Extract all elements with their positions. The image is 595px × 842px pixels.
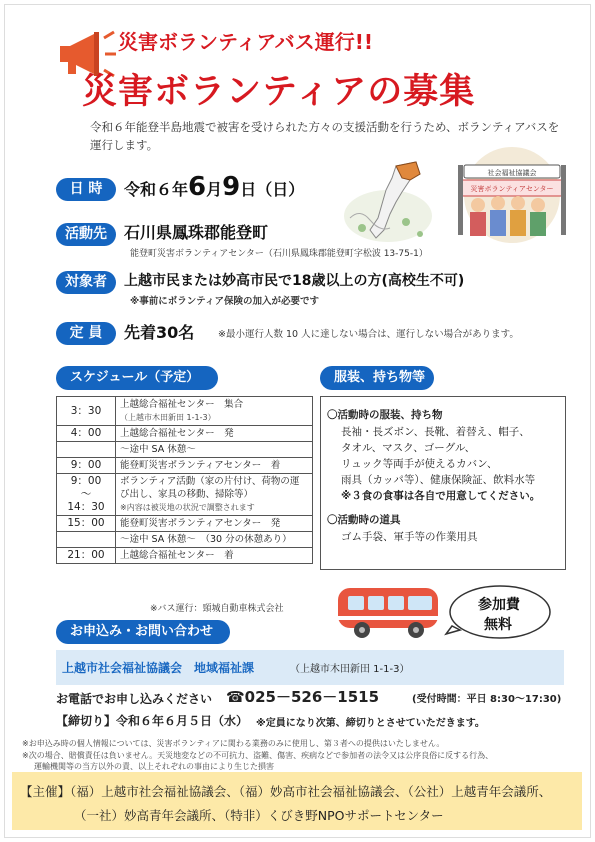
contact-header: お申込み・お問い合わせ <box>56 620 230 644</box>
schedule-time: 9：00 <box>57 458 116 474</box>
schedule-activity-note: ※内容は被災地の状況で調整されます <box>120 503 255 512</box>
schedule-activity: ボランティア活動（家の片付け、荷物の運び出し、家具の移動、掃除等） <box>120 476 300 500</box>
items-box <box>320 396 566 570</box>
schedule-header: スケジュール（予定） <box>56 366 218 390</box>
target-note: ※事前にボランティア保険の加入が必要です <box>130 296 319 307</box>
date-value <box>124 172 304 202</box>
schedule-row <box>57 532 313 548</box>
schedule-time: 21：00 <box>57 548 116 564</box>
date-month-unit: 月 <box>206 180 223 199</box>
schedule-row <box>57 474 313 516</box>
tools-heading: 〇活動時の道具 <box>327 514 401 526</box>
organizer-footer <box>12 772 582 830</box>
notice-privacy: ※お申込み時の個人情報については、災害ボランティアに関わる業務のみに使用し、第３者への提供はいたしません。 <box>22 739 445 748</box>
schedule-cell <box>116 397 313 426</box>
date-day: 9 <box>222 172 241 202</box>
notice-liability: ※次の場合、賠償責任は負いません。天災地変などの不可抗力、盗難、傷害、疾病などで参加者の法令又は公序良俗に反する行為、 <box>22 751 494 760</box>
date-weekday: （日） <box>256 180 305 199</box>
schedule-row <box>57 548 313 564</box>
schedule-time: 15：00 <box>57 516 116 532</box>
clothes-heading: 〇活動時の服装、持ち物 <box>327 409 443 421</box>
items-header: 服装、持ち物等 <box>320 366 434 390</box>
clothes-line: タオル、マスク、ゴーグル、 <box>341 442 476 454</box>
schedule-activity-note: （上越市木田新田 1-1-3） <box>120 413 216 422</box>
schedule-cell <box>116 442 313 458</box>
header-subtitle: 災害ボランティアバス運行!! <box>118 30 374 54</box>
schedule-activity: 上越総合福祉センター 発 <box>120 428 234 439</box>
schedule-time <box>57 532 116 548</box>
schedule-table <box>56 396 313 564</box>
volunteer-center-illustration <box>450 145 575 245</box>
capacity-label: 定 員 <box>56 322 116 345</box>
schedule-row <box>57 426 313 442</box>
schedule-cell <box>116 474 313 516</box>
organizer-line: 【主催】（福）上越市社会福祉協議会、（福）妙高市社会福祉協議会、（公社）上越青年会議所、 <box>20 784 552 799</box>
bus-icon <box>334 582 444 642</box>
schedule-cell <box>116 516 313 532</box>
phone-label: お電話でお申し込みください <box>56 692 213 706</box>
contact-org: 上越市社会福祉協議会 地域福祉課 <box>62 661 255 675</box>
schedule-time: 3：30 <box>57 397 116 426</box>
schedule-activity: 上越総合福祉センター 着 <box>120 550 234 561</box>
schedule-cell <box>116 532 313 548</box>
phone-number[interactable]: ☎025－526－1515 <box>226 688 380 706</box>
clothes-note: ※３食の食事は各自で用意してください。 <box>341 490 541 502</box>
phone-hours: (受付時間：平日 8:30〜17:30) <box>412 694 562 705</box>
schedule-row <box>57 516 313 532</box>
ishikawa-map-illustration <box>340 158 440 248</box>
schedule-cell <box>116 458 313 474</box>
clothes-line: 雨具（カッパ等）、健康保険証、飲料水等 <box>341 474 536 486</box>
notice-liability-cont: 運輸機関等の当方以外の責、以上それぞれの事由により生じた損害 <box>34 762 274 771</box>
schedule-activity: 上越総合福祉センター 集合 <box>120 399 244 410</box>
date-month: 6 <box>188 172 207 202</box>
page-title: 災害ボランティアの募集 <box>82 72 476 112</box>
deadline-note: ※定員になり次第、締切りとさせていただきます。 <box>256 718 485 729</box>
schedule-time: 4：00 <box>57 426 116 442</box>
capacity-value: 先着30名 <box>124 323 195 342</box>
capacity-note: ※最小運行人数 10 人に達しない場合は、運行しない場合があります。 <box>218 329 519 340</box>
tools-line: ゴム手袋、軍手等の作業用具 <box>341 531 478 543</box>
clothes-line: リュック等両手が使えるカバン、 <box>341 458 498 470</box>
contact-box <box>56 650 564 685</box>
schedule-cell <box>116 426 313 442</box>
place-label: 活動先 <box>56 223 116 246</box>
fee-value: 無料 <box>484 617 512 633</box>
schedule-row <box>57 442 313 458</box>
sign-top-text: 社会福祉協議会 <box>487 169 537 177</box>
organizer-line: （一社）妙高青年会議所、（特非）くびき野NPOサポートセンター <box>74 808 444 823</box>
schedule-time <box>57 442 116 458</box>
deadline: 【締切り】令和６年６月５日（水） <box>56 714 249 728</box>
contact-address: （上越市木田新田 1-1-3） <box>290 664 410 675</box>
place-sub: 能登町災害ボランティアセンター（石川県鳳珠郡能登町字松波 13-75-1） <box>130 249 428 259</box>
sign-main-text: 災害ボランティアセンター <box>470 185 554 193</box>
schedule-time: 9：00 〜 14：30 <box>57 474 116 516</box>
schedule-activity: 〜途中 SA 休憩〜 <box>120 444 196 455</box>
date-year: 令和６年 <box>124 180 189 199</box>
schedule-activity: 〜途中 SA 休憩〜 （30 分の休憩あり） <box>120 534 292 545</box>
target-label: 対象者 <box>56 271 116 294</box>
schedule-activity: 能登町災害ボランティアセンター 着 <box>120 460 281 471</box>
date-label: 日 時 <box>56 178 116 201</box>
place-value: 石川県鳳珠郡能登町 <box>124 223 269 242</box>
target-value: 上越市民または妙高市民で18歳以上の方(高校生不可) <box>124 273 465 289</box>
clothes-line: 長袖・長ズボン、長靴、着替え、帽子、 <box>341 426 530 438</box>
schedule-activity: 能登町災害ボランティアセンター 発 <box>120 518 281 529</box>
schedule-cell <box>116 548 313 564</box>
schedule-row <box>57 458 313 474</box>
bus-note: ※バス運行：頸城自動車株式会社 <box>150 604 284 614</box>
fee-label: 参加費 <box>478 597 520 613</box>
intro-text: 令和６年能登半島地震で被害を受けられた方々の支援活動を行うため、ボランティアバスを運行します。 <box>90 120 560 152</box>
schedule-row <box>57 397 313 426</box>
date-day-unit: 日 <box>240 180 257 199</box>
